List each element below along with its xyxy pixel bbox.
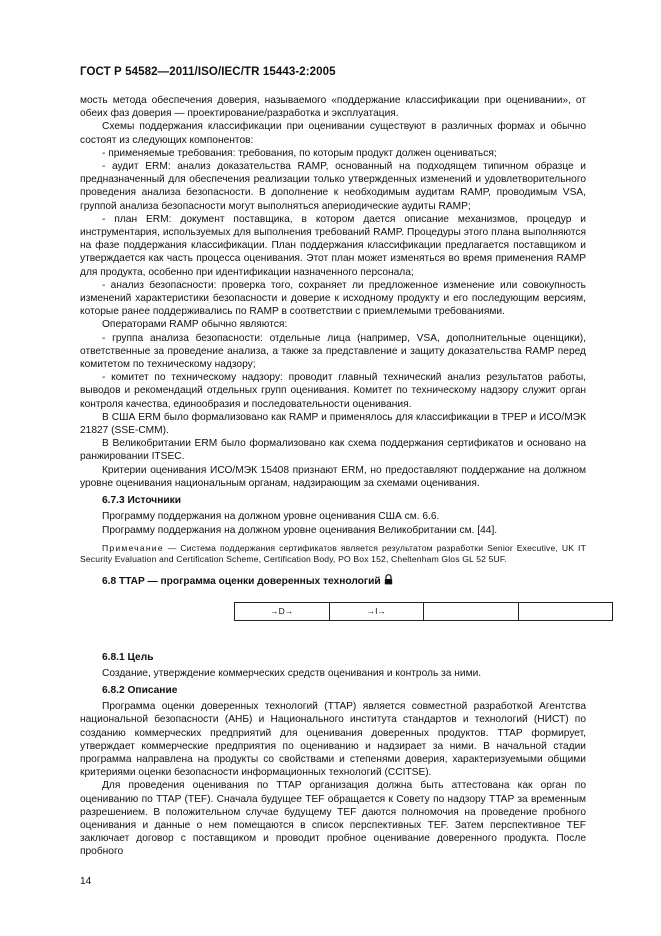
- list-item: - комитет по техническому надзору: проводит главный технический анализ результатов работы, выводов и рекомендаций отдельных групп оценивания. Комитет по техническому надзору служит орган контроля качества, единообразия и последовательности оценивания.: [80, 372, 586, 410]
- paragraph: Для проведения оценивания по TTAP организация должна быть аттестована как орган по оцениванию по TTAP (TEF). Сначала будущее TEF обращается к Совету по надзору TTAP за временным разрешением. В положительном случае будущему TEF даются полномочия на проведение пробного оценивания и данные о нем помещаются в список перспективных TEF. Затем перспективное TEF заключает договор с поставщиком и проводит пробное оценивание доверенного продукта. После пробного: [80, 780, 586, 858]
- page-content: [80, 94, 586, 859]
- list-item: - применяемые требования: требования, по которым продукт должен оцениваться;: [102, 147, 497, 159]
- flow-cell-4: [519, 603, 613, 620]
- list-item: - группа анализа безопасности: отдельные лица (например, VSA, дополнительные оценщики), ответственные за проведение анализа, а также за представление и защиту доказательства RAMP перед комитетом по техническому надзору;: [80, 332, 586, 371]
- section-heading-6-8-2: 6.8.2 Описание: [102, 684, 178, 696]
- section-heading-6-8: [80, 574, 586, 589]
- paragraph: В США ERM было формализовано как RAMP и применялось для классификации в TPEP и ИСО/МЭК 21827 (SSE-CMM).: [80, 411, 586, 437]
- process-flow-table: [234, 602, 613, 621]
- note-text: — Система поддержания сертификатов является результатом разработки Senior Executive, UK IT Security Evaluation and Certification Scheme, Certification Body, PO Box 152, Cheltenham Glos GL 52 5UF.: [80, 542, 586, 564]
- list-item: - аудит ERM: анализ доказательства RAMP, основанный на подходящем типичном образце и предназначенный для обеспечения реализации только утвержденных изменений и удовлетворительного проведения анализа безопасности. В дополнение к необходимым аудитам RAMP, проводимым VSA, группой анализа безопасности могут выполняться апериодические аудиты RAMP;: [80, 161, 586, 212]
- paragraph: В Великобритании ERM было формализовано как схема поддержания сертификатов и основано на ранжировании ITSEC.: [80, 438, 586, 463]
- section-heading-6-8-1: 6.8.1 Цель: [102, 651, 154, 663]
- list-item: - анализ безопасности: проверка того, сохраняет ли предложенное изменение или совокупность изменений характеристики безопасности и доверие к исходному продукту и его последующим версиям, которые ранее поддерживались по RAMP в соответствии с приемлемыми требованиями.: [80, 279, 586, 318]
- paragraph: Создание, утверждение коммерческих средств оценивания и контроль за ними.: [102, 667, 482, 679]
- document-header: ГОСТ Р 54582—2011/ISO/IEC/TR 15443-2:2005: [80, 66, 336, 78]
- lock-icon: [384, 574, 393, 589]
- section-heading-6-7-3: 6.7.3 Источники: [102, 495, 181, 507]
- paragraph: Критерии оценивания ИСО/МЭК 15408 признают ERM, но предоставляют поддержание на должном уровне оценивания национальным органам, надзирающим за схемами оценивания.: [80, 464, 586, 489]
- paragraph: мость метода обеспечения доверия, называемого «поддержание классификации при оценивании», от обеих фаз доверия — проектирование/разработка и эксплуатация.: [80, 95, 586, 120]
- flow-cell-design: →D→: [235, 603, 330, 620]
- flow-cell-implementation: →I→: [330, 603, 425, 620]
- paragraph: Программу поддержания на должном уровне оценивания США см. 6.6.: [102, 511, 440, 523]
- section-heading-6-8-text: 6.8 TTAP — программа оценки доверенных технологий: [102, 576, 381, 588]
- paragraph: Программа оценки доверенных технологий (TTAP) является совместной разработкой Агентства национальной безопасности (АНБ) и Национального института стандартов и технологий (НИСТ) по созданию коммерческих предприятий для оценивания доверенных продуктов. TTAP формирует, утверждает коммерческие предприятия по оцениванию и надзирает за ними. В начальной стадии программа направлена на продукты со свойствами и степенями доверия, характеризуемыми общими критериями оценки безопасности информационных технологий (CCITSE).: [80, 701, 586, 779]
- note-label: Примечание: [102, 542, 164, 553]
- list-item: - план ERM: документ поставщика, в котором дается описание механизмов, процедур и инструментария, используемых для выполнения требований RAMP. Процедуры этого плана выполняются на фазе поддержания классификации. План поддержания классификации предлагается поставщиком и утверждается как часть процесса оценивания. Этот план может изменяться во время применения RAMP для продукта, особенно при идентификации назначенного персонала;: [80, 213, 586, 278]
- paragraph: Операторами RAMP обычно являются:: [102, 319, 288, 331]
- paragraph: Программу поддержания на должном уровне оценивания Великобритании см. [44].: [102, 524, 498, 536]
- flow-cell-3: [424, 603, 519, 620]
- paragraph: Схемы поддержания классификации при оценивании существуют в различных формах и обычно состоят из следующих компонентов:: [80, 121, 586, 146]
- note: [80, 543, 586, 566]
- page-number: 14: [80, 876, 92, 887]
